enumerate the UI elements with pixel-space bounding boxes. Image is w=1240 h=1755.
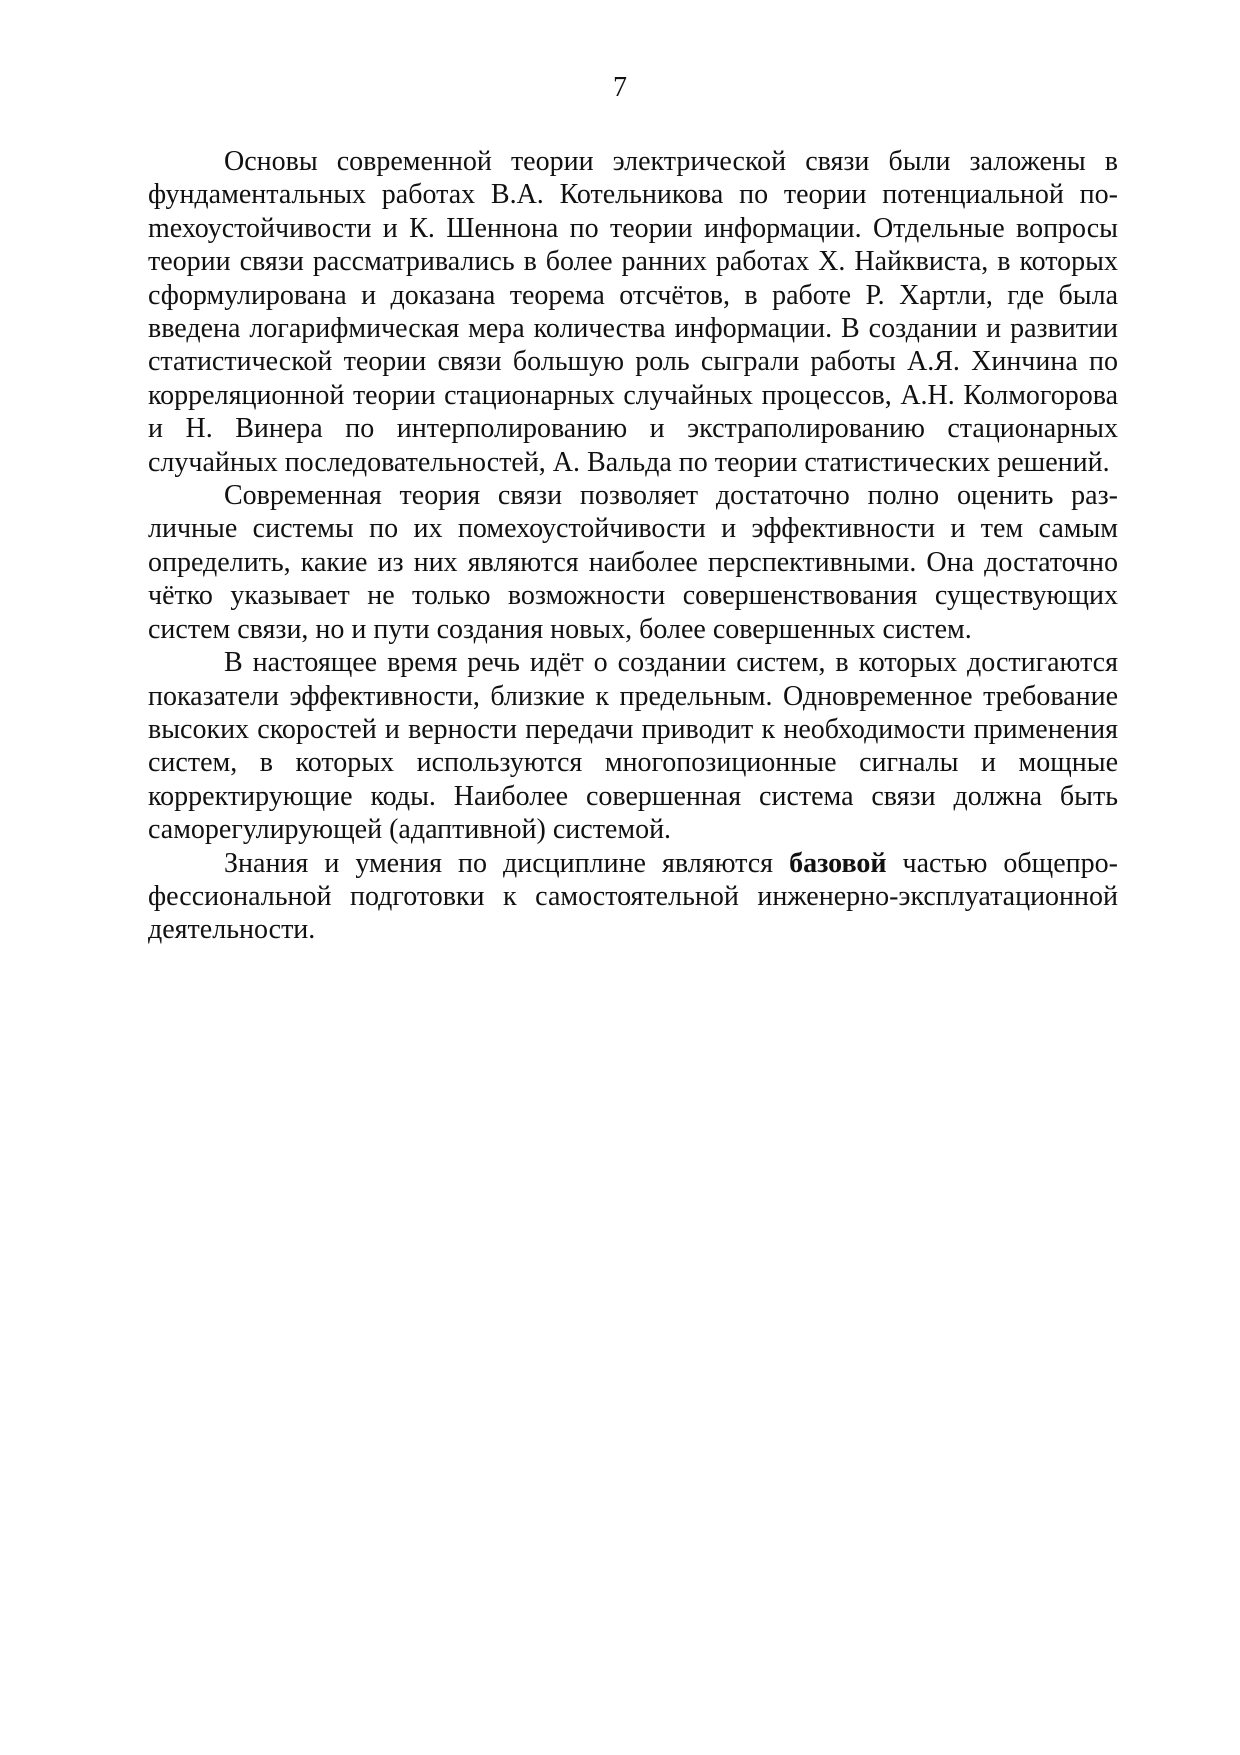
paragraph-4 [148,847,1118,947]
paragraph-4-end: частью общепрофессиональной подготовки к самостоятельной инженерно-эксплуатационной деятельности. [148,847,1118,946]
paragraph-2: Современная теория связи позволяет достаточно полно оценить различные системы по их помехоустойчивости и эффективности и тем самым определить, какие из них являются наиболее перспективными. Она достаточно чётко указывает не только возможности совершенствования существующих систем связи, но и пути создания новых, более совершенных систем. [148,480,1118,645]
body-text [148,145,1118,947]
paragraph-4-bold-term: базовой [789,847,887,879]
page-number: 7 [613,72,627,103]
paragraph-4-start: Знания и умения по дисциплине являются [224,847,790,879]
paragraph-1: Основы современной теории электрической связи были заложены в фундаментальных работах В.А. Котельникова по теории потенциальной поmехоустойчивости и К. Шеннона по теории информации. Отдельные вопросы теории связи рассматривались в более ранних работах Х. Найквиста, в которых сформулирована и доказана теорема отсчётов, в работе Р. Хартли, где была введена логарифмическая мера количества информации. В создании и развитии статистической теории связи большую роль сыграли работы А.Я. Хинчина по корреляционной теории стационарных случайных процессов, А.Н. Колмогорова и Н. Винера по интерполированию и экстраполированию стационарных случайных последовательностей, А. Вальда по теории статистических решений. [148,146,1118,478]
paragraph-3: В настоящее время речь идёт о создании систем, в которых достигаются показатели эффективности, близкие к предельным. Одновременное требование высоких скоростей и верности передачи приводит к необходимости применения систем, в которых используются многопозиционные сигналы и мощные корректирующие коды. Наиболее совершенная система связи должна быть саморегулирующей (адаптивной) системой. [148,647,1118,846]
